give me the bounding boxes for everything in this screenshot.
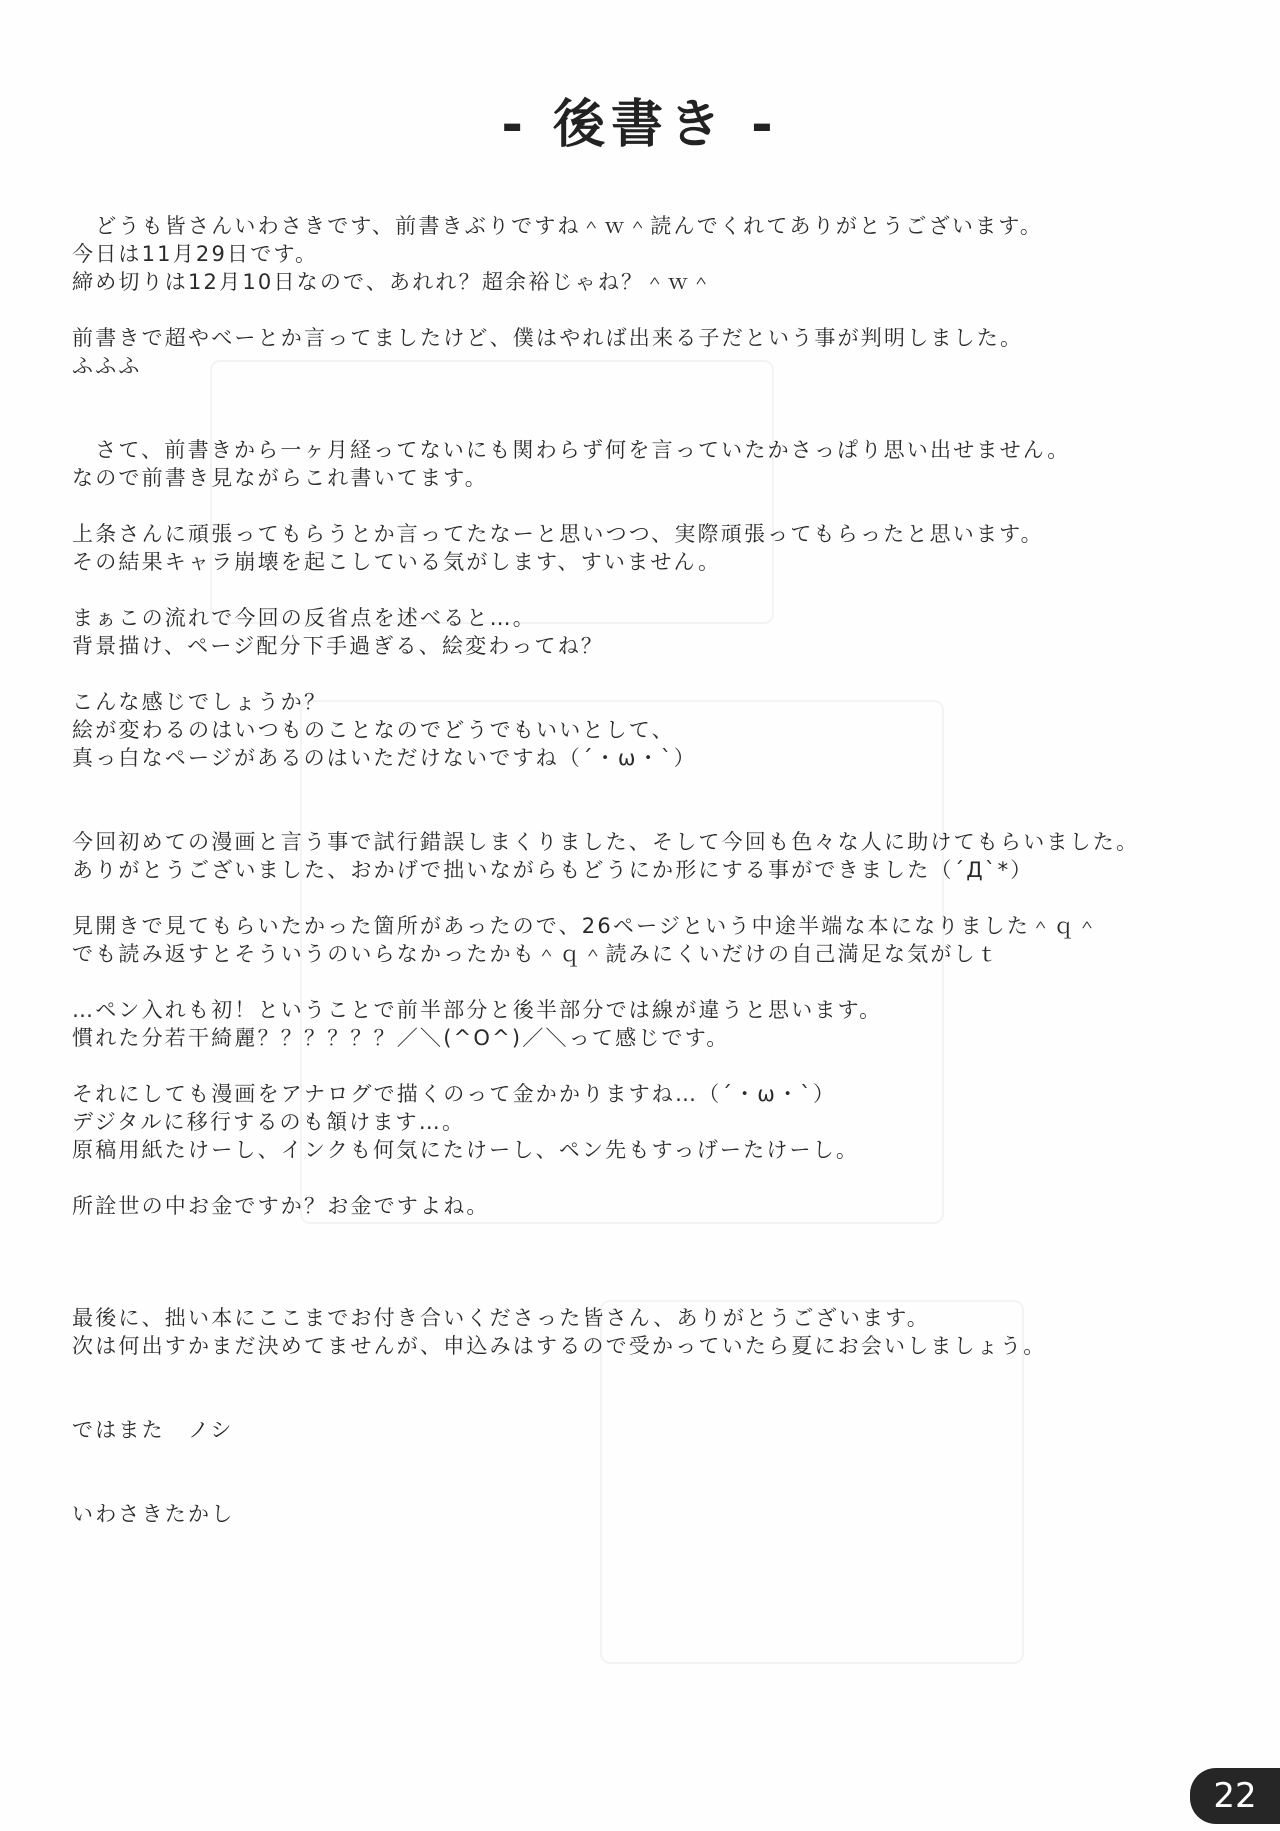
text-line: ありがとうございました、おかげで拙いながらもどうにか形にする事ができました（´Д`*） [72,858,1034,882]
text-line: なので前書き見ながらこれ書いてます。 [72,466,488,490]
blank-line [72,380,1212,436]
text-line: 所詮世の中お金ですか？お金ですよね。 [72,1194,490,1218]
text-line: ではまた ノシ [72,1418,234,1442]
blank-line [72,660,1212,688]
text-line: …ペン入れも初！ということで前半部分と後半部分では線が違うと思います。 [72,998,883,1022]
blank-line [72,884,1212,912]
text-line: 見開きで見てもらいたかった箇所があったので、26ページという中途半端な本になりました＾ｑ＾ [72,914,1100,938]
text-line: 上条さんに頑張ってもらうとか言ってたなーと思いつつ、実際頑張ってもらったと思います。 [72,522,1044,546]
blank-line [72,296,1212,324]
text-line: 今回初めての漫画と言う事で試行錯誤しまくりました、そして今回も色々な人に助けてもらいました。 [72,830,1140,854]
text-line: デジタルに移行するのも頷けます…。 [72,1110,466,1134]
text-line: 絵が変わるのはいつものことなのでどうでもいいとして、 [72,718,675,742]
text-line: 次は何出すかまだ決めてませんが、申込みはするので受かっていたら夏にお会いしましょう。 [72,1334,1047,1358]
blank-line [72,576,1212,604]
blank-line [72,1220,1212,1304]
afterword-body [72,212,1212,1528]
text-line: 前書きで超やべーとか言ってましたけど、僕はやれば出来る子だという事が判明しました。 [72,326,1024,350]
page-number-tab: 22 [1190,1768,1280,1824]
text-line: まぁこの流れで今回の反省点を述べると…。 [72,606,536,630]
text-line: それにしても漫画をアナログで描くのって金かかりますね…（´・ω・`） [72,1082,837,1106]
text-line: 背景描け、ページ配分下手過ぎる、絵変わってね？ [72,634,605,658]
text-line: 原稿用紙たけーし、インクも何気にたけーし、ペン先もすっげーたけーし。 [72,1138,860,1162]
blank-line [72,1360,1212,1416]
text-line: ふふふ [72,354,142,378]
author-signature: いわさきたかし [72,1502,235,1526]
blank-line [72,1444,1212,1500]
text-line: その結果キャラ崩壊を起こしている気がします、すいません。 [72,550,722,574]
text-line: 締め切りは12月10日なので、あれれ？超余裕じゃね？＾ｗ＾ [72,270,714,294]
text-line: 真っ白なページがあるのはいただけないですね（´・ω・`） [72,746,697,770]
text-line: こんな感じでしょうか？ [72,690,328,714]
text-line: 最後に、拙い本にここまでお付き合いくださった皆さん、ありがとうございます。 [72,1306,930,1330]
blank-line [72,1164,1212,1192]
blank-line [72,1052,1212,1080]
text-line: 今日は11月29日です。 [72,242,319,266]
text-line: さて、前書きから一ヶ月経ってないにも関わらず何を言っていたかさっぱり思い出せません。 [72,438,1071,462]
blank-line [72,772,1212,828]
text-line: でも読み返すとそういうのいらなかったかも＾ｑ＾読みにくいだけの自己満足な気がしｔ [72,942,1000,966]
afterword-title: - 後書き - [501,95,779,155]
blank-line [72,968,1212,996]
text-line: 慣れた分若干綺麗？？？？？？／＼(^O^)／＼って感じです。 [72,1026,730,1050]
text-line: どうも皆さんいわさきです、前書きぶりですね＾ｗ＾読んでくれてありがとうございます。 [72,214,1044,238]
blank-line [72,492,1212,520]
